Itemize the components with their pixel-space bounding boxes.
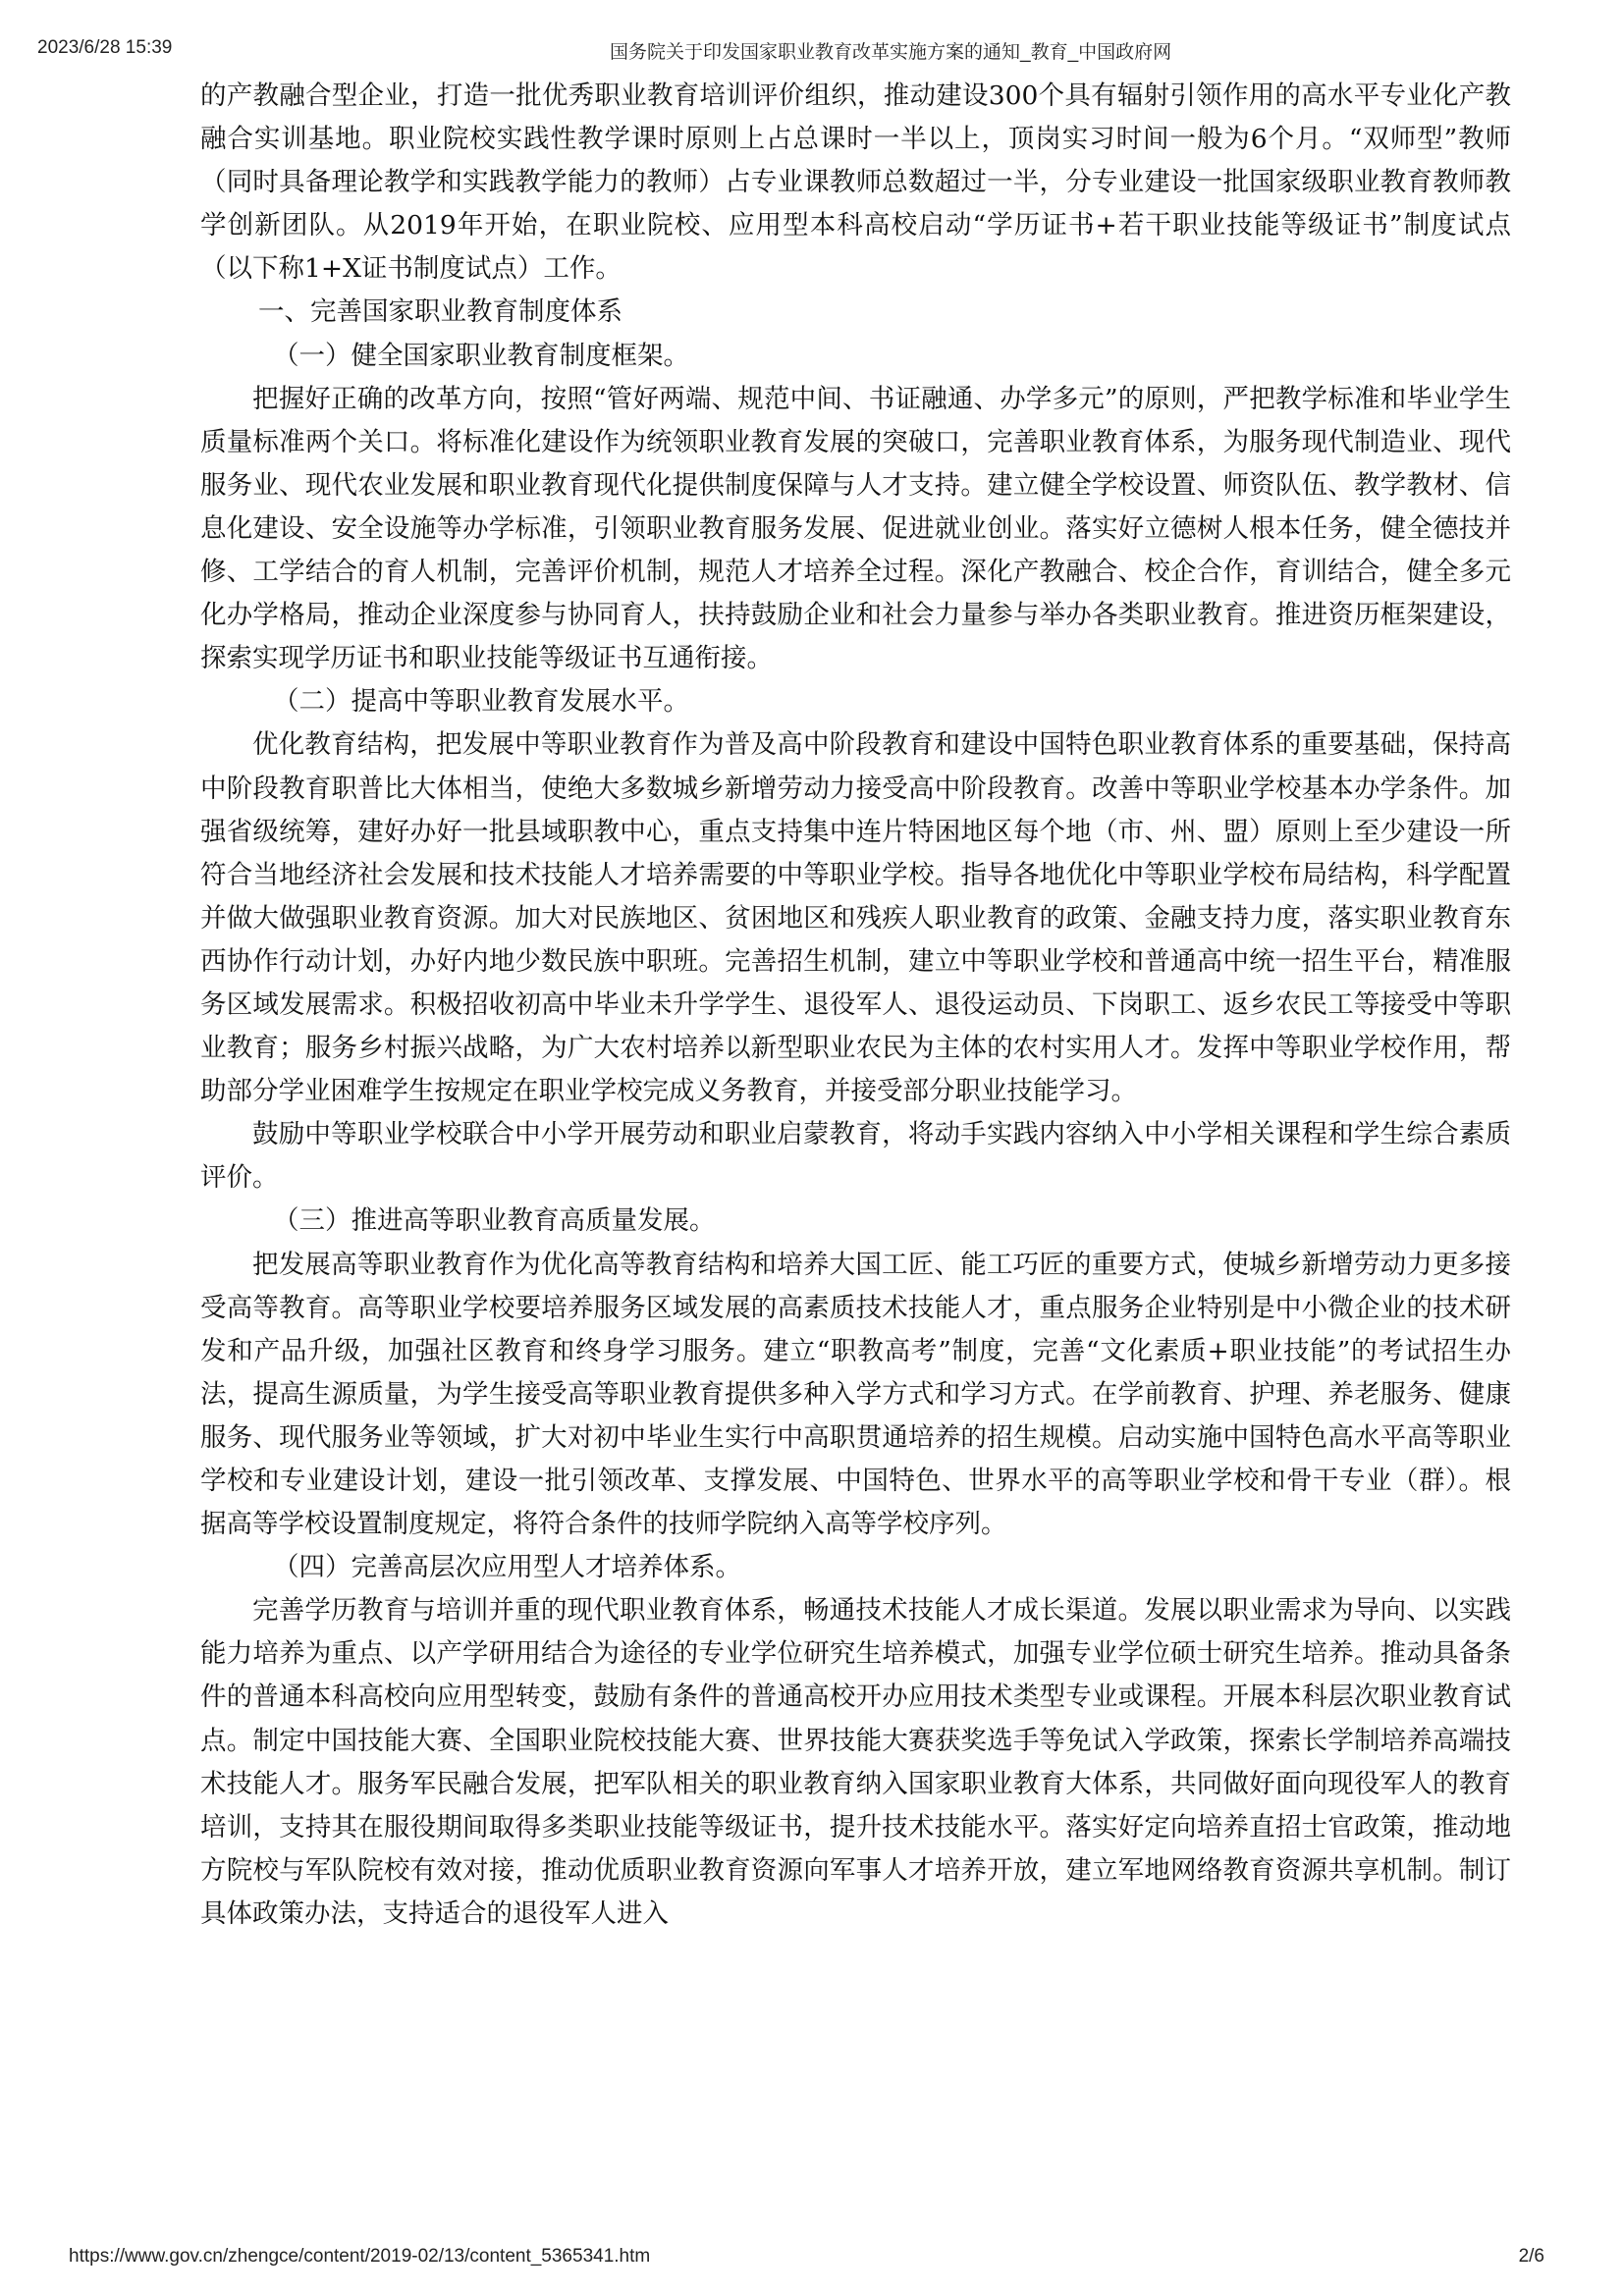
subsection-heading: （二）提高中等职业教育发展水平。 bbox=[273, 686, 689, 718]
page-number: 2/6 bbox=[1518, 2246, 1544, 2267]
paragraph: 完善学历教育与培训并重的现代职业教育体系，畅通技术技能人才成长渠道。发展以职业需求为导向、以实践能力培养为重点、以产学研用结合为途径的专业学位研究生培养模式，加强专业学位硕士研究生培养。推动具备条件的普通本科高校向应用型转变，鼓励有条件的普通高校开办应用技术类型专业或课程。开展本科层次职业教育试点。制定中国技能大赛、全国职业院校技能大赛、世界技能大赛获奖选手等免试入学政策，探索长学制培养高端技术技能人才。服务军民融合发展，把军队相关的职业教育纳入国家职业教育大体系，共同做好面向现役军人的教育培训，支持其在服役期间取得多类职业技能等级证书，提升技术技能水平。落实好定向培养直招士官政策，推动地方院校与军队院校有效对接，推动优质职业教育资源向军事人才培养开放，建立军地网络教育资源共享机制。制订具体政策办法，支持适合的退役军人进入 bbox=[200, 1595, 1511, 1929]
paragraph: 鼓励中等职业学校联合中小学开展劳动和职业启蒙教育，将动手实践内容纳入中小学相关课程和学生综合素质评价。 bbox=[200, 1119, 1511, 1194]
source-url-link[interactable]: https://www.gov.cn/zhengce/content/2019-02/13/content_5365341.htm bbox=[69, 2246, 651, 2267]
subsection-heading: （三）推进高等职业教育高质量发展。 bbox=[273, 1205, 716, 1237]
paragraph: 优化教育结构，把发展中等职业教育作为普及高中阶段教育和建设中国特色职业教育体系的重要基础，保持高中阶段教育职普比大体相当，使绝大多数城乡新增劳动力接受高中阶段教育。改善中等职业学校基本办学条件。加强省级统筹，建好办好一批县域职教中心，重点支持集中连片特困地区每个地（市、州、盟）原则上至少建设一所符合当地经济社会发展和技术技能人才培养需要的中等职业学校。指导各地优化中等职业学校布局结构，科学配置并做大做强职业教育资源。加大对民族地区、贫困地区和残疾人职业教育的政策、金融支持力度，落实职业教育东西协作行动计划，办好内地少数民族中职班。完善招生机制，建立中等职业学校和普通高中统一招生平台，精准服务区域发展需求。积极招收初高中毕业未升学学生、退役军人、退役运动员、下岗职工、返乡农民工等接受中等职业教育；服务乡村振兴战略，为广大农村培养以新型职业农民为主体的农村实用人才。发挥中等职业学校作用，帮助部分学业困难学生按规定在职业学校完成义务教育，并接受部分职业技能学习。 bbox=[200, 729, 1511, 1107]
document-body bbox=[200, 75, 1511, 1936]
subsection-heading: （四）完善高层次应用型人才培养体系。 bbox=[273, 1552, 741, 1583]
print-datetime: 2023/6/28 15:39 bbox=[37, 37, 173, 58]
print-header bbox=[0, 37, 1623, 67]
subsection-heading: （一）健全国家职业教育制度框架。 bbox=[273, 340, 689, 371]
paragraph: 把握好正确的改革方向，按照“管好两端、规范中间、书证融通、办学多元”的原则，严把教学标准和毕业学生质量标准两个关口。将标准化建设作为统领职业教育发展的突破口，完善职业教育体系，为服务现代制造业、现代服务业、现代农业发展和职业教育现代化提供制度保障与人才支持。建立健全学校设置、师资队伍、教学教材、信息化建设、安全设施等办学标准，引领职业教育服务发展、促进就业创业。落实好立德树人根本任务，健全德技并修、工学结合的育人机制，完善评价机制，规范人才培养全过程。深化产教融合、校企合作，育训结合，健全多元化办学格局，推动企业深度参与协同育人，扶持鼓励企业和社会力量参与举办各类职业教育。推进资历框架建设，探索实现学历证书和职业技能等级证书互通衔接。 bbox=[200, 383, 1511, 674]
paragraph: 把发展高等职业教育作为优化高等教育结构和培养大国工匠、能工巧匠的重要方式，使城乡新增劳动力更多接受高等教育。高等职业学校要培养服务区域发展的高素质技术技能人才，重点服务企业特别是中小微企业的技术研发和产品升级，加强社区教育和终身学习服务。建立“职教高考”制度，完善“文化素质+职业技能”的考试招生办法，提高生源质量，为学生接受高等职业教育提供多种入学方式和学习方式。在学前教育、护理、养老服务、健康服务、现代服务业等领域，扩大对初中毕业生实行中高职贯通培养的招生规模。启动实施中国特色高水平高等职业学校和专业建设计划，建设一批引领改革、支撑发展、中国特色、世界水平的高等职业学校和骨干专业（群）。根据高等学校设置制度规定，将符合条件的技师学院纳入高等学校序列。 bbox=[200, 1249, 1511, 1540]
print-page-title: 国务院关于印发国家职业教育改革实施方案的通知_教育_中国政府网 bbox=[610, 42, 1172, 63]
section-heading: 一、完善国家职业教育制度体系 bbox=[258, 296, 622, 328]
continuation-paragraph: 的产教融合型企业，打造一批优秀职业教育培训评价组织，推动建设300个具有辐射引领作用的高水平专业化产教融合实训基地。职业院校实践性教学课时原则上占总课时一半以上，顶岗实习时间一般为6个月。“双师型”教师（同时具备理论教学和实践教学能力的教师）占专业课教师总数超过一半，分专业建设一批国家级职业教育教师教学创新团队。从2019年开始，在职业院校、应用型本科高校启动“学历证书+若干职业技能等级证书”制度试点（以下称1+X证书制度试点）工作。 bbox=[200, 80, 1511, 285]
